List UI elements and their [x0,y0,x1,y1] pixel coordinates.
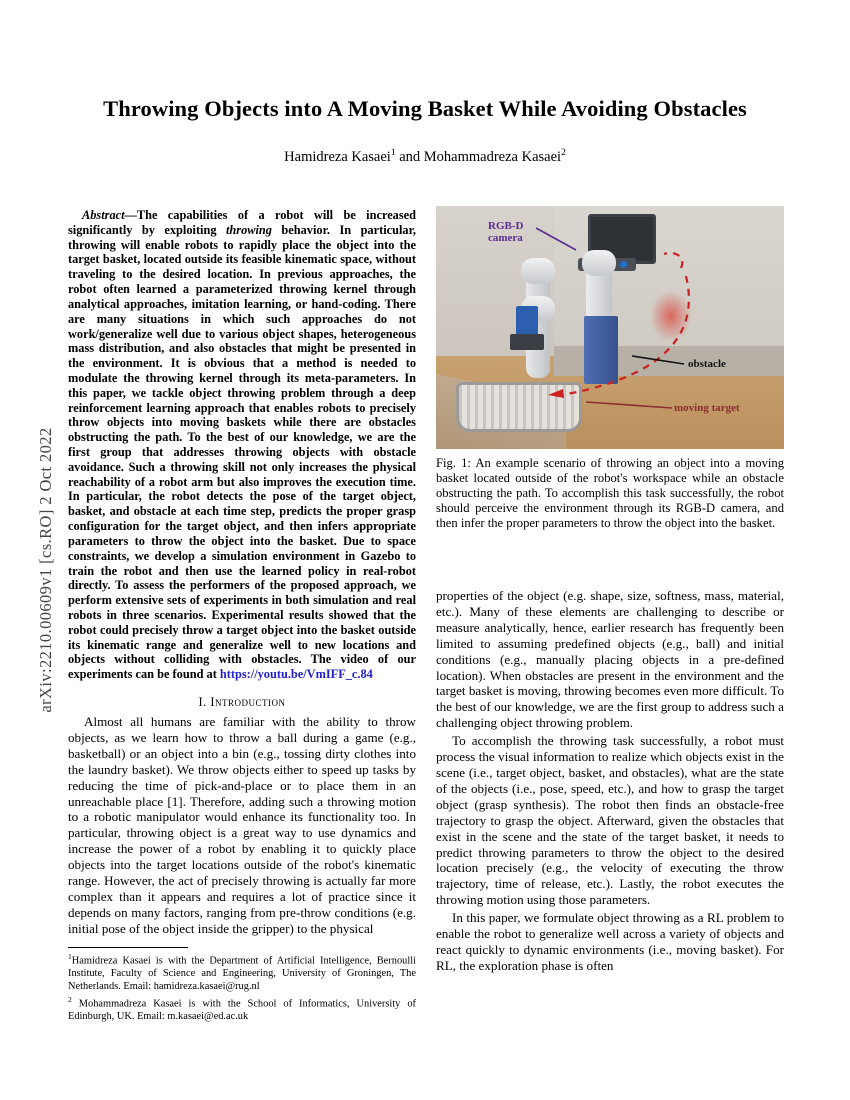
figure-caption [436,456,784,532]
left-column [68,208,416,937]
page-title: Throwing Objects into A Moving Basket While Avoiding Obstacles [103,96,747,121]
footnotes [68,952,416,1026]
annotation-moving-target-label: moving target [674,402,740,414]
footnote-1-text: Hamidreza Kasaei is with the Department of Artificial Intelligence, Bernoulli Institute, Faculty of Science and Engineering, University of Groningen, The Netherlands. Email: hamidreza.kasaei@rug.nl [68,955,416,992]
author-2-affil-marker: 2 [561,148,566,158]
footnote-2-text: Mohammadreza Kasaei is with the School of Informatics, University of Edinburgh, UK. Email: m.kasaei@ed.ac.uk [68,998,416,1023]
right-paragraph-2: To accomplish the throwing task successfully, a robot must process the visual information to realize which objects exist in the scene (i.e., target object, basket, and obstacles), what are the state of the objects (i.e., pose, speed, etc.), and how to grasp the target object (grasp synthesis). The robot then finds an obstacle-free trajectory to grasp the object. Afterward, given the obstacles that exist in the scene and the state of the target basket, it needs to predict throwing parameters to throw the object to the desired location precisely (e.g., the velocity of executing the throw trajectory, time of release, etc.). Lastly, the robot executes the throwing motion using those parameters. [436,733,784,908]
video-link[interactable]: https://youtu.be/VmIFF_c.84 [219,667,373,682]
abstract-text-1: The capabilities of a robot will be increased significantly by exploiting [68,208,416,237]
intro-paragraph-1: Almost all humans are familiar with the ability to throw objects, as we learn how to throw a ball during a game (e.g., basketball) or an object into a bin (e.g., tossing dirty clothes into the laundry basket). We throw objects either to speed up tasks by reducing the time of pick-and-place or to place them in an unreachable place [1]. Therefore, adding such a throwing motion to a robotic manipulator would enhance its functionality too. In particular, throwing object is a great way to use dynamics and increase the power of a robot by enabling it to quickly place objects into the target locations outside of the robot's kinematic range. However, the act of precisely throwing is actually far more complex than it appears and requires a lot of practice since it depends on many factors, ranging from pre-throw conditions (e.g. initial pose of the object inside the gripper) to the physical [68,714,416,936]
author-1: Hamidreza Kasaei [284,148,391,165]
abstract-emphasis: throwing [225,222,272,237]
footnote-divider [68,947,188,948]
figure-image [436,206,784,449]
section-heading-introduction: I. Introduction [198,695,286,709]
figure-caption-text: An example scenario of throwing an object into a moving basket located outside of the robot's workspace while an obstacle obstructing the path. To accomplish this task successfully, the robot should perceive the environment through its RGB-D camera, and then infer the proper parameters to throw the object into the basket. [436,456,784,531]
abstract-paragraph [68,208,416,682]
arxiv-stamp: arXiv:2210.00609v1 [cs.RO] 2 Oct 2022 [36,427,55,713]
author-1-affil-marker: 1 [390,148,396,158]
footnote-2-marker: 2 [68,995,72,1005]
right-paragraph-1: properties of the object (e.g. shape, size, softness, mass, material, etc.). Many of these elements are challenging to describe or measure analytically, hence, earlier research has frequently been limited to assuming predefined objects (e.g., ball) and initial conditions (e.g., manually placing objects in a pre-defined location). When obstacles are present in the environment and the target basket is moving, throwing becomes even more difficult. To the best of our knowledge, we are the first group to address such a challenging object throwing problem. [436,588,784,731]
right-column [436,588,784,974]
footnote-1-marker: 1 [68,952,72,961]
author-line [60,148,790,166]
author-conjunction: and [395,148,424,165]
footnote-2 [68,995,416,1024]
abstract-heading: Abstract [82,208,125,222]
author-2: Mohammadreza Kasaei [423,148,562,165]
abstract-text-2: behavior. In particular, throwing will enable robots to rapidly place the object into the target basket, located outside its feasible kinematic space, without traveling to the desired location. In previous approaches, the robot often learned a parameterized throwing kernel through analytical approaches, imitation learning, or hand-coding. There are many situations in which such approaches do not work/generalize well due to various object shapes, heterogeneous mass distribution, and also obstacles that might be presented in the environment. It is obvious that a method is needed to modulate the throwing kernel through its meta-parameters. In this paper, we tackle object throwing problem through a deep reinforcement learning approach that enables robots to precisely throw objects into moving baskets while there are obstacles obstructing the path. To the best of our knowledge, we are the first group that addresses throwing objects with obstacle avoidance. Such a throwing skill not only increases the physical reachability of a robot arm but also improves the execution time. In particular, the robot detects the pose of the target object, basket, and obstacle at each time step, predicts the proper grasp configuration for the target object, and then infers appropriate parameters to throw the object into the basket. Due to space constraints, we develop a simulation environment in Gazebo to train the robot and then use the learned policy in real-robot directly. To assess the performers of the proposed approach, we perform extensive sets of experiments in both simulation and real robots in three scenarios. Experimental results showed that the robot could precisely throw a target object into the basket outside its kinematic range and generalize well to new locations and objects without colliding with obstacles. The video of our experiments can be found at [68,222,416,682]
annotation-obstacle-label: obstacle [688,358,726,370]
figure-scene [436,206,784,449]
footnote-1 [68,952,416,993]
right-paragraph-3: In this paper, we formulate object throwing as a RL problem to enable the robot to generalize well across a variety of objects and react quickly to dynamic environments (i.e., moving basket). For RL, the exploration phase is often [436,910,784,973]
figure-label: Fig. 1: [436,456,471,470]
abstract-dash: — [124,208,137,222]
annotation-camera-label: RGB-D camera [488,220,524,245]
